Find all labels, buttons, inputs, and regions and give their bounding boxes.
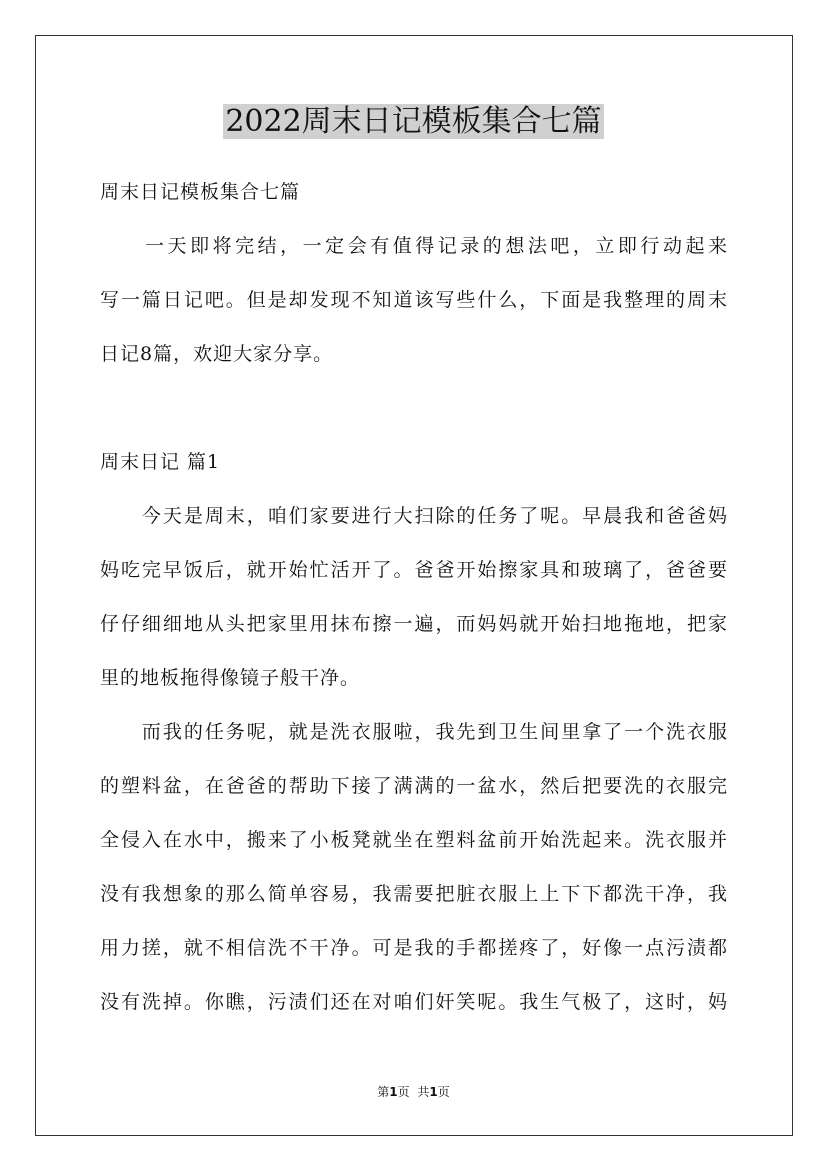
paragraph1-line-3: 仔仔细细地从头把家里用抹布擦一遍，而妈妈就开始扫地拖地，把家 bbox=[100, 613, 728, 635]
document-title bbox=[0, 98, 827, 146]
document-title-text: 2022周末日记模板集合七篇 bbox=[225, 104, 602, 139]
paragraph1-line-2: 妈吃完早饭后，就开始忙活开了。爸爸开始擦家具和玻璃了，爸爸要 bbox=[100, 559, 728, 581]
paragraph2-line-2: 的塑料盆，在爸爸的帮助下接了满满的一盆水，然后把要洗的衣服完 bbox=[100, 775, 728, 797]
paragraph2-line-5: 用力搓，就不相信洗不干净。可是我的手都搓疼了，好像一点污渍都 bbox=[100, 937, 728, 959]
intro-line-3: 日记8篇，欢迎大家分享。 bbox=[100, 343, 334, 365]
footer-page-prefix: 第 bbox=[377, 1085, 390, 1099]
footer-page-number: 1 bbox=[389, 1085, 398, 1099]
intro-line-1: 一天即将完结，一定会有值得记录的想法吧，立即行动起来 bbox=[100, 235, 728, 257]
paragraph1-line-4: 里的地板拖得像镜子般干净。 bbox=[100, 667, 361, 689]
footer-total-prefix: 共 bbox=[417, 1085, 430, 1099]
document-body bbox=[100, 165, 728, 1029]
footer-page-suffix: 页 bbox=[397, 1085, 410, 1099]
paragraph2-line-1: 而我的任务呢，就是洗衣服啦，我先到卫生间里拿了一个洗衣服 bbox=[100, 721, 728, 743]
subtitle: 周末日记模板集合七篇 bbox=[100, 181, 301, 203]
paragraph1-line-1: 今天是周末，咱们家要进行大扫除的任务了呢。早晨我和爸爸妈 bbox=[100, 505, 728, 527]
paragraph2-line-4: 没有我想象的那么简单容易，我需要把脏衣服上上下下都洗干净，我 bbox=[100, 883, 728, 905]
footer-total-number: 1 bbox=[429, 1085, 438, 1099]
spacer-line bbox=[100, 381, 728, 435]
paragraph2-line-6: 没有洗掉。你瞧，污渍们还在对咱们奸笑呢。我生气极了，这时，妈 bbox=[100, 991, 728, 1013]
section-heading: 周末日记 篇1 bbox=[100, 451, 221, 473]
paragraph2-line-3: 全侵入在水中，搬来了小板凳就坐在塑料盆前开始洗起来。洗衣服并 bbox=[100, 829, 728, 851]
intro-line-2: 写一篇日记吧。但是却发现不知道该写些什么，下面是我整理的周末 bbox=[100, 289, 728, 311]
footer-total-suffix: 页 bbox=[437, 1085, 450, 1099]
page-footer bbox=[0, 1083, 827, 1100]
